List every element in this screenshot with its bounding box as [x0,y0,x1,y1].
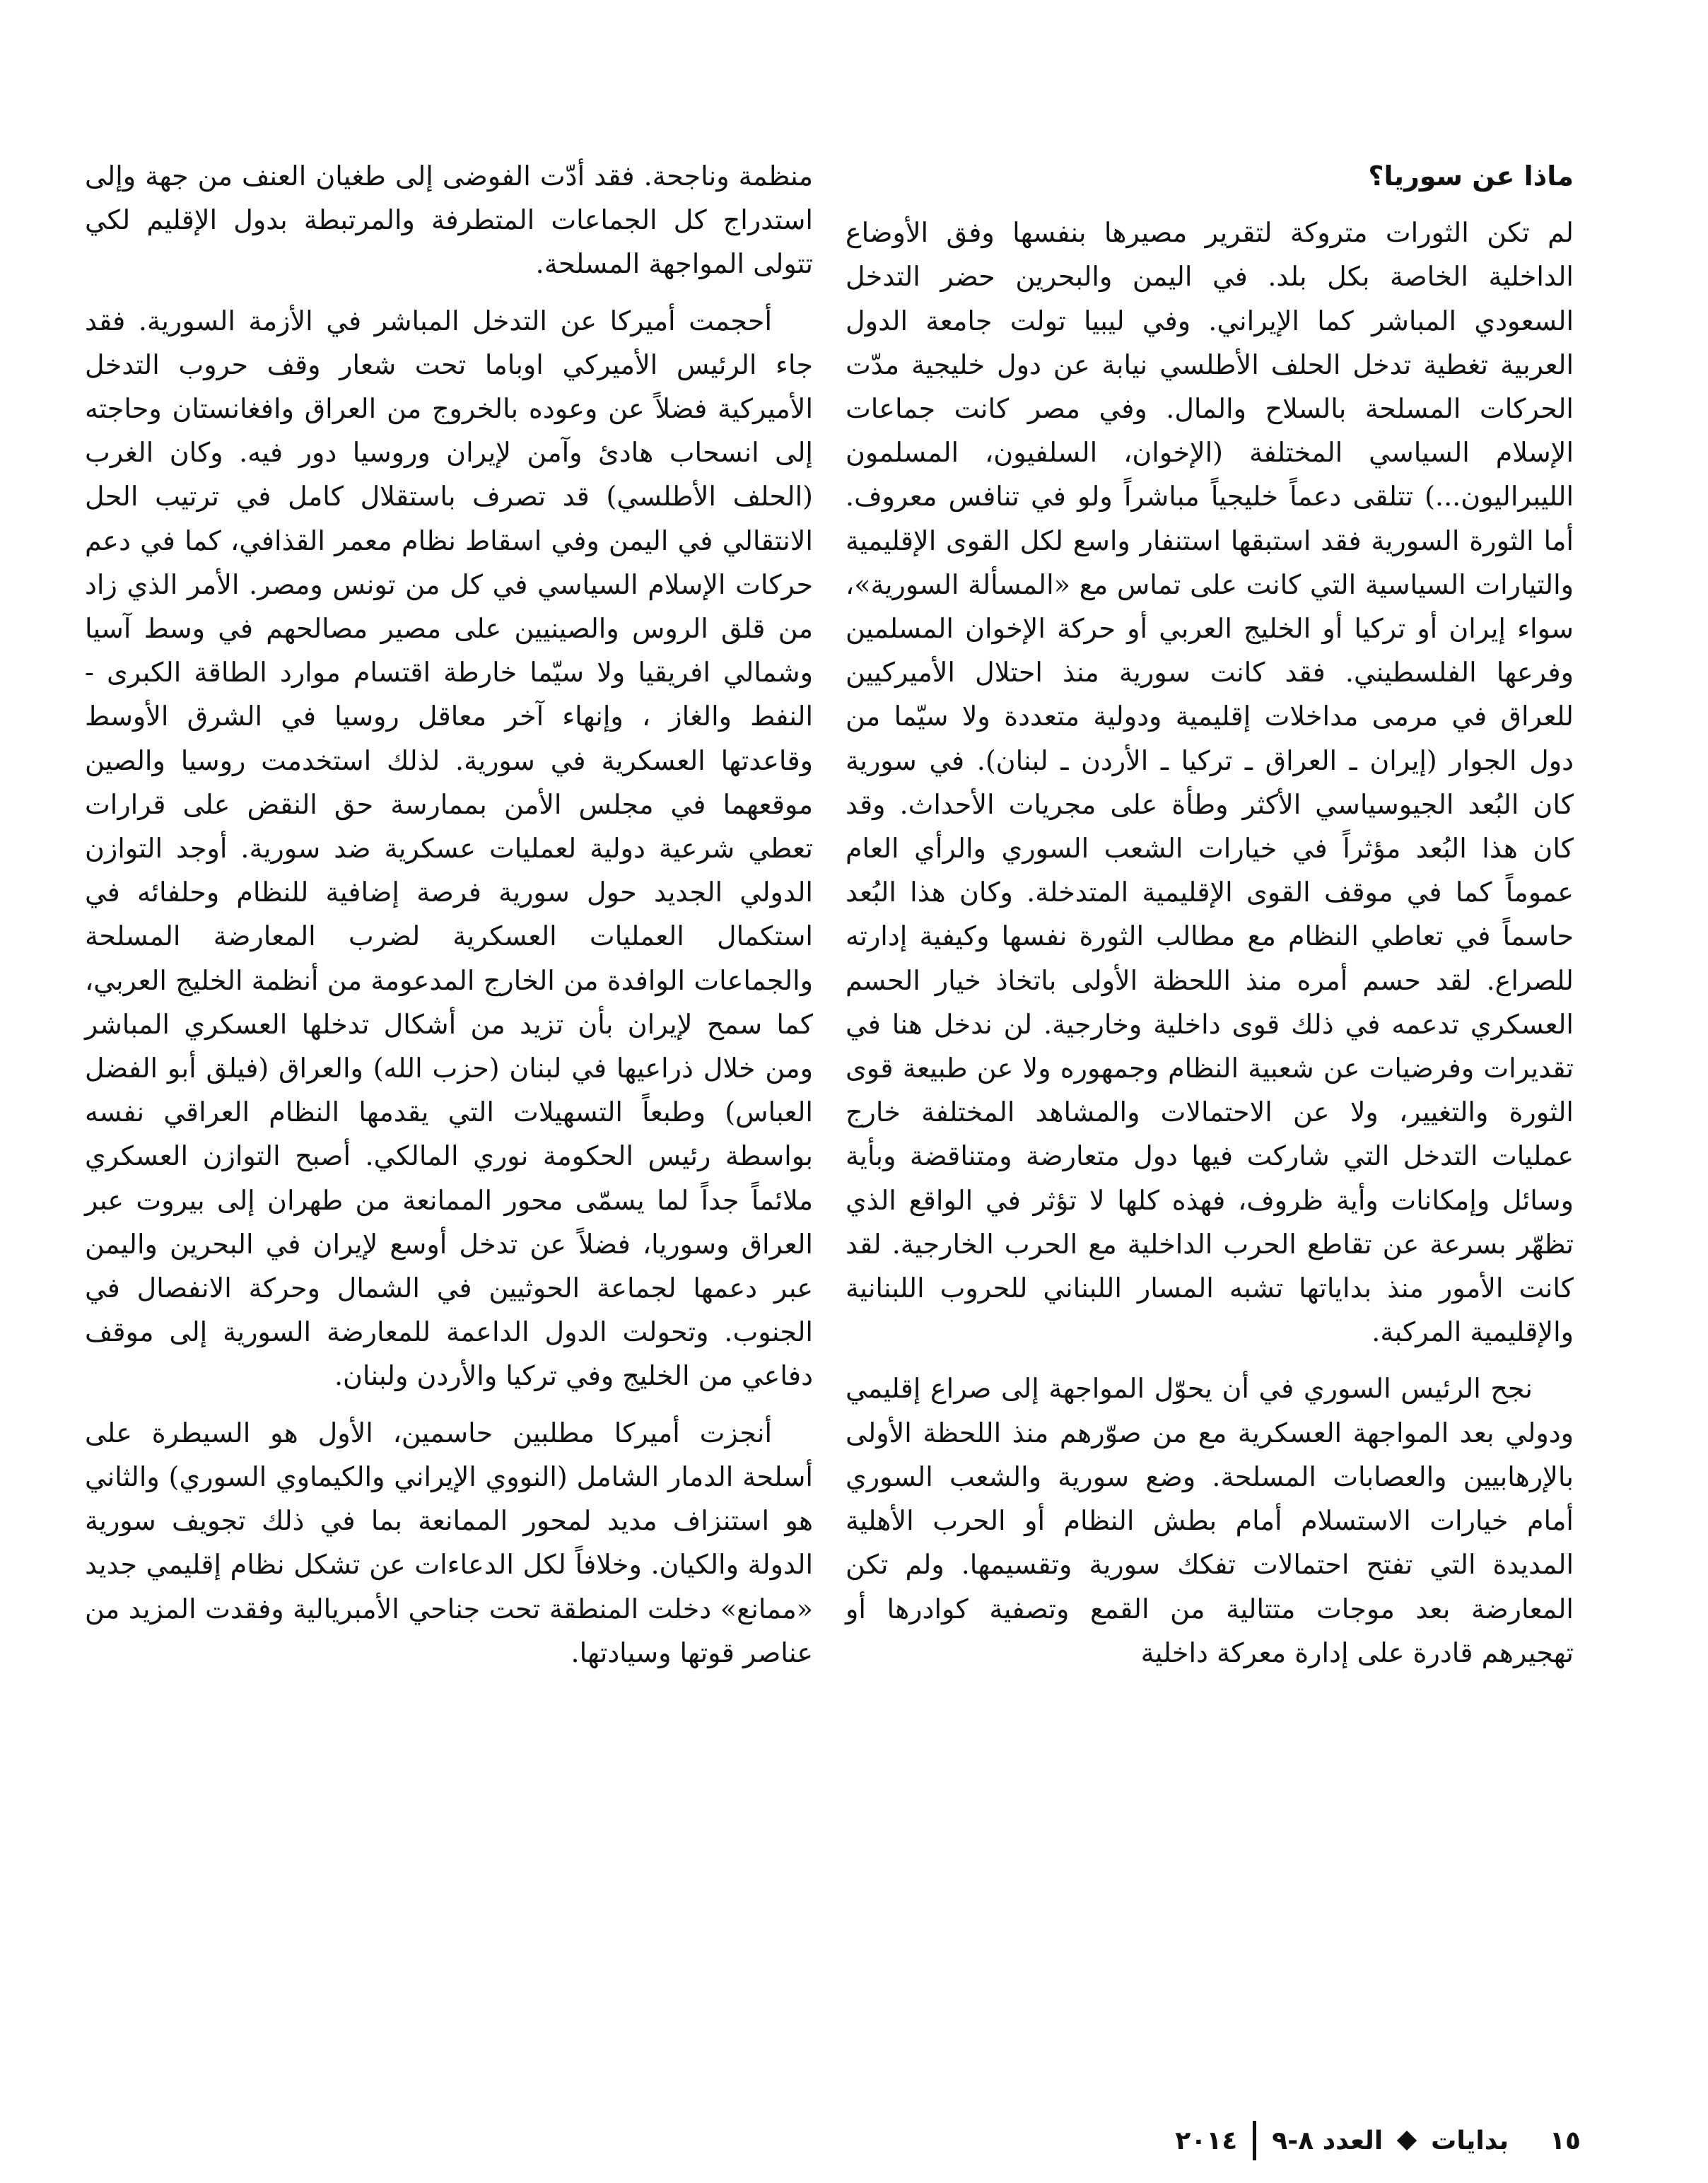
article-paragraph: أحجمت أميركا عن التدخل المباشر في الأزمة السورية. فقد جاء الرئيس الأميركي اوباما تحت شعار وقف حروب التدخل الأميركية فضلاً عن وعوده بالخروج من العراق وافغانستان وحاجته إلى انسحاب هادئ وآمن لإيران وروسيا دور فيه. وكان الغرب (الحلف الأطلسي) قد تصرف باستقلال كامل في ترتيب الحل الانتقالي في اليمن وفي اسقاط نظام معمر القذافي، كما في دعم حركات الإسلام السياسي في كل من تونس ومصر. الأمر الذي زاد من قلق الروس والصينيين على مصير مصالحهم في وسط آسيا وشمالي افريقيا ولا سيّما خارطة اقتسام موارد الطاقة الكبرى - النفط والغاز ، وإنهاء آخر معاقل روسيا في الشرق الأوسط وقاعدتها العسكرية في سورية. لذلك استخدمت روسيا والصين موقعهما في مجلس الأمن بممارسة حق النقض على قرارات تعطي شرعية دولية لعمليات عسكرية ضد سورية. أوجد التوازن الدولي الجديد حول سورية فرصة إضافية للنظام وحلفائه في استكمال العمليات العسكرية لضرب المعارضة المسلحة والجماعات الوافدة من الخارج المدعومة من أنظمة الخليج العربي، كما سمح لإيران بأن تزيد من أشكال تدخلها العسكري المباشر ومن خلال ذراعيها في لبنان (حزب الله) والعراق (فيلق أبو الفضل العباس) وطبعاً التسهيلات التي يقدمها النظام العراقي نفسه بواسطة رئيس الحكومة نوري المالكي. أصبح التوازن العسكري ملائماً جداً لما يسمّى محور الممانعة من طهران إلى بيروت عبر العراق وسوريا، فضلاً عن تدخل أوسع لإيران في البحرين واليمن عبر دعمها لجماعة الحوثيين في الشمال وحركة الانفصال في الجنوب. وتحولت الدول الداعمة للمعارضة السورية إلى موقف دفاعي من الخليج وفي تركيا والأردن ولبنان. [85,305,813,1392]
footer-separator [1253,2121,1256,2160]
page-number: ١٥ [1550,2126,1581,2155]
diamond-icon [1397,2131,1417,2150]
page-footer [1175,2119,1581,2162]
article-column-right [846,154,1574,1675]
issue-number: العدد ٨-٩ [1272,2126,1384,2155]
article-paragraph: نجح الرئيس السوري في أن يحوّل المواجهة إلى صراع إقليمي ودولي بعد المواجهة العسكرية مع من صوّرهم منذ اللحظة الأولى بالإرهابيين والعصابات المسلحة. وضع سورية والشعب السوري أمام خيارات الاستسلام أمام بطش النظام أو الحرب الأهلية المديدة التي تفتح احتمالات تفكك سورية وتقسيمها. ولم تكن المعارضة بعد موجات متتالية من القمع وتصفية كوادرها أو تهجيرهم قادرة على إدارة معركة داخلية [846,1373,1574,1668]
article-column-left [85,154,813,1675]
article-paragraph: أنجزت أميركا مطلبين حاسمين، الأول هو السيطرة على أسلحة الدمار الشامل (النووي الإيراني والكيماوي السوري) والثاني هو استنزاف مديد لمحور الممانعة بما في ذلك تجويف سورية الدولة والكيان. وخلافاً لكل الدعاءات عن تشكل نظام إقليمي جديد «ممانع» دخلت المنطقة تحت جناحي الأمبريالية وفقدت المزيد من عناصر قوتها وسيادتها. [85,1417,813,1668]
issue-year: ٢٠١٤ [1175,2126,1238,2155]
article-paragraph: منظمة وناجحة. فقد أدّت الفوضى إلى طغيان العنف من جهة وإلى استدراج كل الجماعات المتطرفة والمرتبطة بدول الإقليم لكي تتولى المواجهة المسلحة. [85,160,813,280]
magazine-name: بدايات [1431,2126,1509,2155]
article-paragraph: لم تكن الثورات متروكة لتقرير مصيرها بنفسها وفق الأوضاع الداخلية الخاصة بكل بلد. في اليمن والبحرين حضر التدخل السعودي المباشر كما الإيراني. وفي ليبيا تولت جامعة الدول العربية تغطية تدخل الحلف الأطلسي نيابة عن دول خليجية مدّت الحركات المسلحة بالسلاح والمال. وفي مصر كانت جماعات الإسلام السياسي المختلفة (الإخوان، السلفيون، المسلمون الليبراليون...) تتلقى دعماً خليجياً مباشراً ولو في تنافس معروف. أما الثورة السورية فقد استبقها استنفار واسع لكل القوى الإقليمية والتيارات السياسية التي كانت على تماس مع «المسألة السورية»، سواء إيران أو تركيا أو الخليج العربي أو حركة الإخوان المسلمين وفرعها الفلسطيني. فقد كانت سورية منذ احتلال الأميركيين للعراق في مرمى مداخلات إقليمية ودولية متعددة ولا سيّما من دول الجوار (إيران ـ العراق ـ تركيا ـ الأردن ـ لبنان). في سورية كان البُعد الجيوسياسي الأكثر وطأة على مجريات الأحداث. وقد كان هذا البُعد مؤثراً في خيارات الشعب السوري والرأي العام عموماً كما في موقف القوى الإقليمية المتدخلة. وكان هذا البُعد حاسماً في تعاطي النظام مع مطالب الثورة نفسها وكيفية إدارته للصراع. لقد حسم أمره منذ اللحظة الأولى باتخاذ خيار الحسم العسكري تدعمه في ذلك قوى داخلية وخارجية. لن ندخل هنا في تقديرات وفرضيات عن شعبية النظام وجمهوره ولا عن طبيعة قوى الثورة والتغيير، ولا عن الاحتمالات والمشاهد المختلفة خارج عمليات التدخل التي شاركت فيها دول متعارضة ومتناقضة وبأية وسائل وإمكانات وأية ظروف، فهذه كلها لا تؤثر في الواقع الذي تظهّر بسرعة عن تقاطع الحرب الداخلية مع الحرب الخارجية. لقد كانت الأمور منذ بداياتها تشبه المسار اللبناني للحروب اللبنانية والإقليمية المركبة. [846,217,1574,1348]
section-heading: ماذا عن سوريا؟ [1368,160,1574,192]
